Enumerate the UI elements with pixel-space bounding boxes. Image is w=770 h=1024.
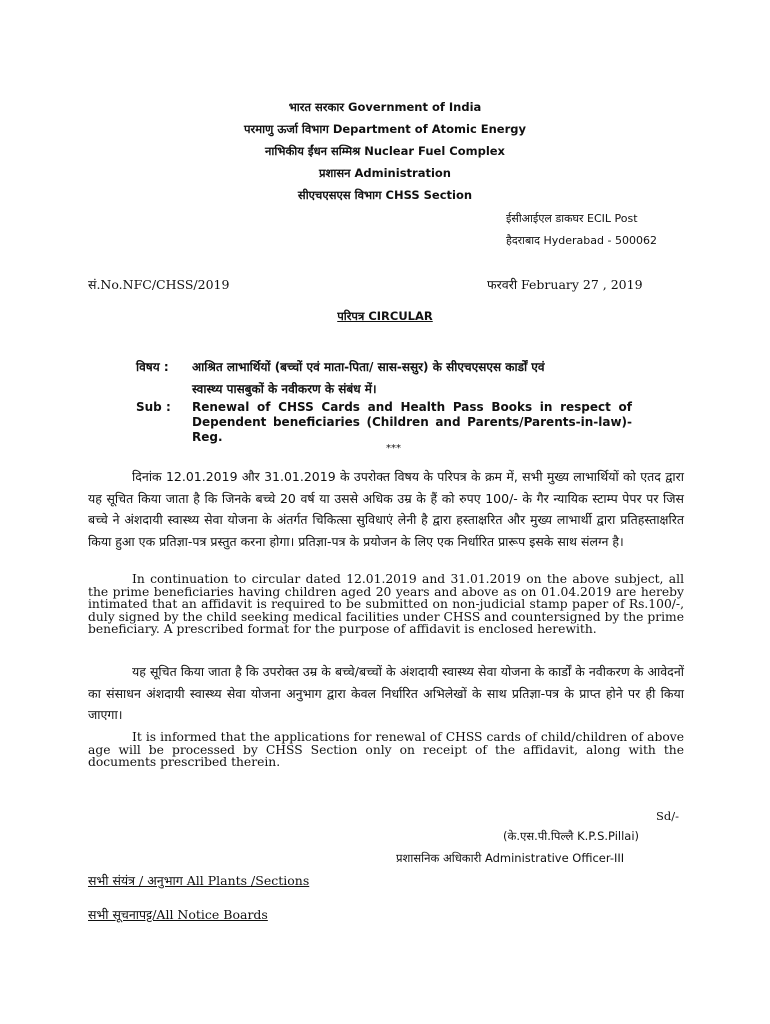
hindi-paragraph-2: यह सूचित किया जाता है कि उपरोक्त उम्र के बच्चे/बच्चों के अंशदायी स्वास्थ्य सेवा योजना के कार्डों के नवीकरण के आवेदनों का संसाधन अंशदायी स्वास्थ्य सेवा योजना अनुभाग द्वारा केवल निर्धारित अभिलेखों के साथ प्रतिज्ञा-पत्र के प्राप्त होने पर ही किया जाएगा। — [88, 664, 684, 722]
address-city: हैदराबाद Hyderabad - 500062 — [506, 234, 657, 247]
signatory-designation: प्रशासनिक अधिकारी Administrative Officer-III — [396, 851, 625, 865]
subject-label-hindi: विषय : — [136, 360, 169, 374]
header-line-administration: प्रशासन Administration — [319, 166, 451, 180]
subject-hindi-line2: स्वास्थ्य पासबुकों के नवीकरण के संबंध में। — [192, 382, 377, 396]
subject-separator: *** — [386, 443, 401, 454]
signature-sd: Sd/- — [656, 809, 679, 823]
header-line-government: भारत सरकार Government of India — [288, 100, 482, 114]
distribution-notice-boards: सभी सूचनापट्ट/All Notice Boards — [88, 907, 268, 922]
header-line-section: सीएचएसएस विभाग CHSS Section — [297, 188, 473, 202]
subject-label-english: Sub : — [136, 400, 171, 414]
english-paragraph-1: In continuation to circular dated 12.01.2019 and 31.01.2019 on the above subject, all the prime beneficiaries having children aged 20 years and above as on 01.04.2019 are hereby intimated that an affidavit is required to be submitted on non-judicial stamp paper of Rs.100/-, duly signed by the child seeking medical facilities under CHSS and countersigned by the prime beneficiary. A prescribed format for the purpose of affidavit is enclosed herewith. — [88, 572, 684, 637]
address-post: ईसीआईएल डाकघर ECIL Post — [506, 212, 638, 225]
subject-english-text: Renewal of CHSS Cards and Health Pass Books in respect of Dependent beneficiaries (Children and Parents/Parents-in-law)-Reg. — [192, 400, 632, 444]
english-paragraph-2: It is informed that the applications for renewal of CHSS cards of child/children of above age will be processed by CHSS Section only on receipt of the affidavit, along with the documents prescribed therein. — [88, 730, 684, 770]
header-line-nfc: नाभिकीय ईंधन सम्मिश्र Nuclear Fuel Complex — [265, 144, 505, 158]
circular-title: परिपत्र CIRCULAR — [337, 309, 433, 323]
header-line-department: परमाणु ऊर्जा विभाग Department of Atomic Energy — [243, 122, 527, 136]
hindi-paragraph-1: दिनांक 12.01.2019 और 31.01.2019 के उपरोक्त विषय के परिपत्र के क्रम में, सभी मुख्य लाभार्थियों को एतद द्वारा यह सूचित किया जाता है कि जिनके बच्चे 20 वर्ष या उससे अधिक उम्र के हैं को रुपए 100/- के गैर न्यायिक स्टाम्प पेपर पर जिस बच्चे ने अंशदायी स्वास्थ्य सेवा योजना के अंतर्गत चिकित्सा सुविधाएं लेनी है द्वारा हस्ताक्षरित और मुख्य लाभार्थी द्वारा प्रतिहस्ताक्षरित किया हुआ एक प्रतिज्ञा-पत्र प्रस्तुत करना होगा। प्रतिज्ञा-पत्र के प्रयोजन के लिए एक निर्धारित प्रारूप इसके साथ संलग्न है। — [88, 469, 684, 549]
circular-date: फरवरी February 27 , 2019 — [487, 277, 643, 292]
distribution-plants-sections: सभी संयंत्र / अनुभाग All Plants /Sections — [88, 873, 310, 888]
reference-number: सं.No.NFC/CHSS/2019 — [88, 277, 230, 292]
signatory-name: (के.एस.पी.पिल्लै K.P.S.Pillai) — [503, 829, 640, 843]
subject-hindi-line1: आश्रित लाभार्थियों (बच्चों एवं माता-पिता/ सास-ससुर) के सीएचएसएस कार्डों एवं — [192, 360, 545, 374]
